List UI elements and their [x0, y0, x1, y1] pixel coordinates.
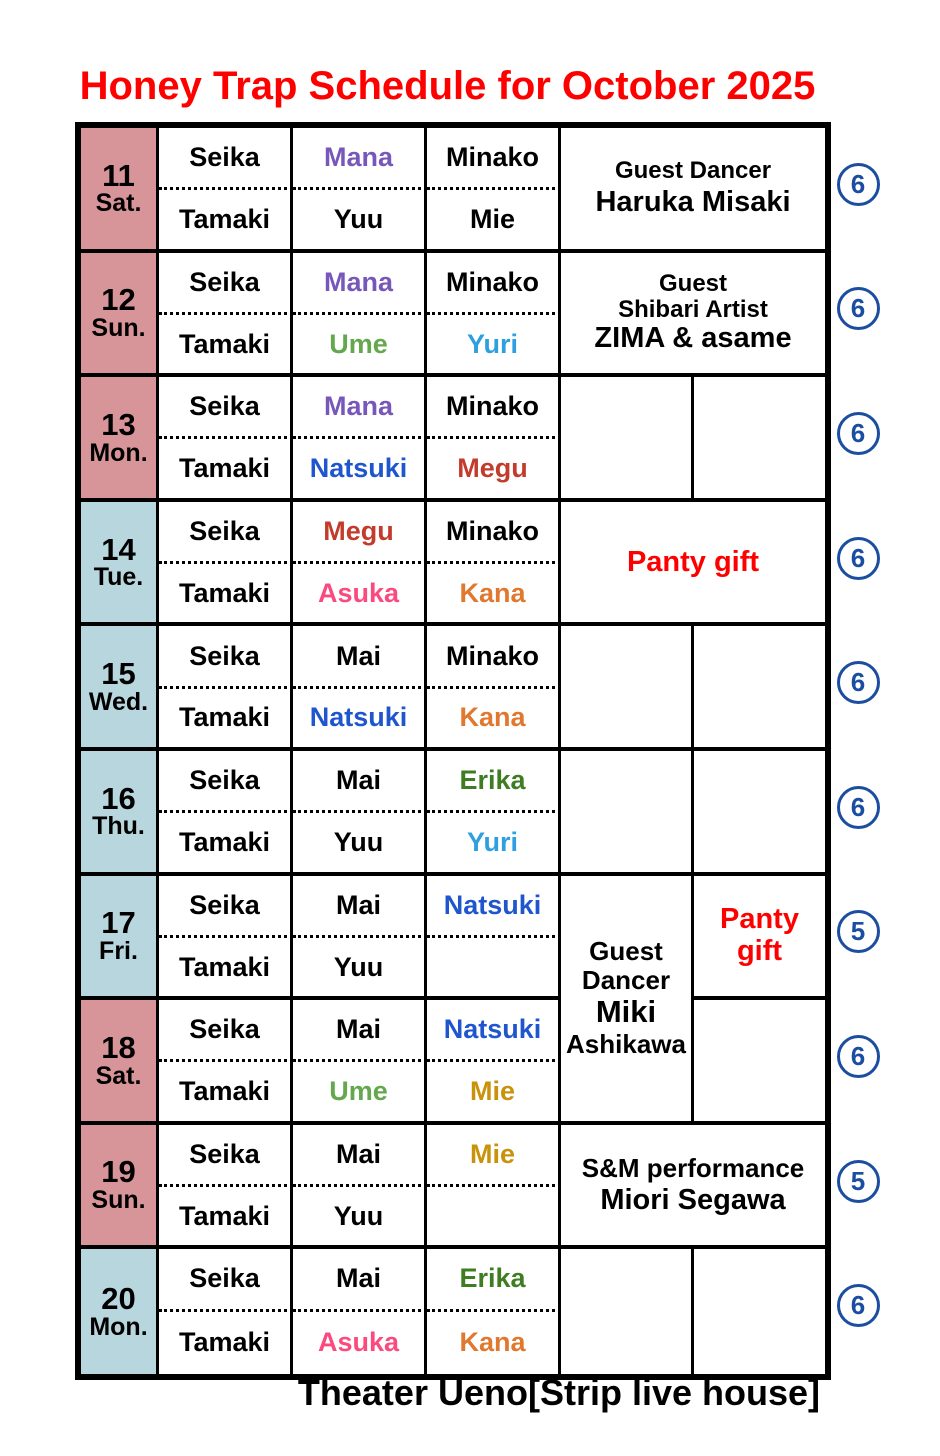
performer-cell: Minako [427, 377, 561, 439]
performer-cell: Erika [427, 751, 561, 813]
performer-cell: Tamaki [159, 1187, 293, 1249]
date-cell [81, 751, 159, 876]
guest-cell [561, 876, 694, 1125]
guest-line: S&M performance [581, 1152, 805, 1183]
date-cell [81, 1125, 159, 1250]
date-cell [81, 1000, 159, 1125]
date-weekday: Sun. [91, 313, 146, 342]
guest-line: Panty gift [626, 545, 760, 578]
performer-cell: Erika [427, 1249, 561, 1311]
performer-cell: Tamaki [159, 564, 293, 626]
date-number: 12 [101, 282, 136, 318]
performer-cell: Seika [159, 502, 293, 564]
guest-cell [694, 876, 825, 1001]
performer-cell: Mai [293, 1249, 427, 1311]
date-weekday: Fri. [99, 936, 138, 965]
performer-cell: Yuu [293, 190, 427, 252]
performer-cell: Mana [293, 253, 427, 315]
performer-cell: Natsuki [427, 1000, 561, 1062]
performer-cell: Natsuki [427, 876, 561, 938]
performer-cell: Mai [293, 876, 427, 938]
guest-line: Miori Segawa [600, 1184, 786, 1217]
guest-line: Guest [658, 269, 727, 297]
guest-cell-empty [561, 377, 694, 502]
performer-cell: Seika [159, 626, 293, 688]
performer-cell: Yuu [293, 813, 427, 875]
date-cell [81, 1249, 159, 1374]
venue-name: Theater Ueno[Strip live house] [297, 1372, 820, 1413]
performer-cell: Seika [159, 876, 293, 938]
date-weekday: Sun. [91, 1186, 146, 1215]
guest-cell [561, 253, 825, 378]
performer-cell: Tamaki [159, 439, 293, 501]
performer-cell: Ume [293, 1062, 427, 1124]
performer-cell: Tamaki [159, 813, 293, 875]
performer-cell: Tamaki [159, 1312, 293, 1374]
date-cell [81, 128, 159, 253]
performer-cell: Megu [427, 439, 561, 501]
performer-cell: Yuu [293, 938, 427, 1000]
guest-line: ZIMA & asame [594, 322, 792, 355]
date-weekday: Thu. [92, 812, 145, 841]
date-number: 19 [101, 1154, 136, 1190]
date-cell [81, 377, 159, 502]
performer-cell: Mana [293, 377, 427, 439]
performer-cell: Seika [159, 377, 293, 439]
date-number: 16 [101, 780, 136, 816]
date-number: 17 [101, 905, 136, 941]
show-count-column [836, 122, 880, 1368]
performer-cell [427, 938, 561, 1000]
guest-line: Haruka Misaki [595, 186, 791, 219]
performer-cell: Mie [427, 1062, 561, 1124]
guest-line: Dancer [581, 965, 671, 996]
guest-line: Ashikawa [566, 1029, 686, 1060]
circled-number-badge: 6 [837, 661, 880, 704]
performer-cell: Minako [427, 128, 561, 190]
circled-number-badge: 6 [837, 786, 880, 829]
circled-number-badge: 6 [837, 412, 880, 455]
performer-cell: Kana [427, 564, 561, 626]
performer-cell: Mai [293, 1125, 427, 1187]
performer-cell: Natsuki [293, 689, 427, 751]
circled-number-badge: 6 [837, 287, 880, 330]
performer-cell: Kana [427, 689, 561, 751]
guest-line: Miki [595, 994, 657, 1030]
schedule-table [75, 122, 831, 1380]
date-number: 11 [102, 157, 135, 193]
date-number: 20 [101, 1281, 136, 1317]
performer-cell: Megu [293, 502, 427, 564]
circled-number-badge: 6 [837, 1035, 880, 1078]
performer-cell: Mai [293, 751, 427, 813]
performer-cell: Mai [293, 626, 427, 688]
performer-cell: Mie [427, 190, 561, 252]
date-weekday: Sat. [95, 189, 142, 218]
circled-number-badge: 6 [837, 537, 880, 580]
performer-cell: Seika [159, 1249, 293, 1311]
performer-cell: Tamaki [159, 190, 293, 252]
performer-cell [427, 1187, 561, 1249]
guest-cell [561, 1125, 825, 1250]
date-cell [81, 626, 159, 751]
guest-cell [561, 502, 825, 627]
performer-cell: Natsuki [293, 439, 427, 501]
guest-cell-empty [694, 1000, 825, 1125]
performer-cell: Kana [427, 1312, 561, 1374]
date-weekday: Sat. [95, 1061, 142, 1090]
date-weekday: Mon. [89, 1312, 148, 1341]
performer-cell: Minako [427, 626, 561, 688]
date-number: 15 [101, 656, 136, 692]
guest-cell-empty [694, 626, 825, 751]
date-cell [81, 502, 159, 627]
performer-cell: Asuka [293, 564, 427, 626]
circled-number-badge: 6 [837, 1284, 880, 1327]
performer-cell: Minako [427, 253, 561, 315]
date-weekday: Wed. [88, 687, 149, 716]
performer-cell: Tamaki [159, 689, 293, 751]
performer-cell: Mai [293, 1000, 427, 1062]
date-number: 13 [101, 406, 136, 442]
date-number: 14 [101, 531, 136, 567]
performer-cell: Seika [159, 1125, 293, 1187]
date-weekday: Tue. [93, 563, 144, 592]
performer-cell: Yuri [427, 813, 561, 875]
guest-cell [561, 128, 825, 253]
performer-cell: Mana [293, 128, 427, 190]
guest-line: Guest Dancer [614, 157, 772, 185]
performer-cell: Yuri [427, 315, 561, 377]
performer-cell: Mie [427, 1125, 561, 1187]
guest-cell-empty [561, 1249, 694, 1374]
performer-cell: Yuu [293, 1187, 427, 1249]
guest-line: Guest [589, 936, 663, 967]
performer-cell: Tamaki [159, 315, 293, 377]
date-weekday: Mon. [89, 438, 148, 467]
guest-line: Shibari Artist [618, 295, 768, 323]
guest-cell-empty [694, 377, 825, 502]
guest-cell-empty [561, 751, 694, 876]
page-title: Honey Trap Schedule for October 2025 [79, 64, 816, 108]
guest-cell-empty [694, 1249, 825, 1374]
circled-number-badge: 5 [837, 1160, 880, 1203]
guest-line: Panty [720, 902, 799, 935]
performer-cell: Seika [159, 751, 293, 813]
performer-cell: Ume [293, 315, 427, 377]
performer-cell: Minako [427, 502, 561, 564]
circled-number-badge: 5 [837, 910, 880, 953]
performer-cell: Seika [159, 253, 293, 315]
performer-cell: Asuka [293, 1312, 427, 1374]
guest-cell-empty [561, 626, 694, 751]
performer-cell: Tamaki [159, 1062, 293, 1124]
date-cell [81, 876, 159, 1001]
guest-line: gift [736, 934, 783, 967]
performer-cell: Seika [159, 128, 293, 190]
guest-cell-empty [694, 751, 825, 876]
date-cell [81, 253, 159, 378]
circled-number-badge: 6 [837, 163, 880, 206]
performer-cell: Seika [159, 1000, 293, 1062]
performer-cell: Tamaki [159, 938, 293, 1000]
date-number: 18 [101, 1029, 136, 1065]
